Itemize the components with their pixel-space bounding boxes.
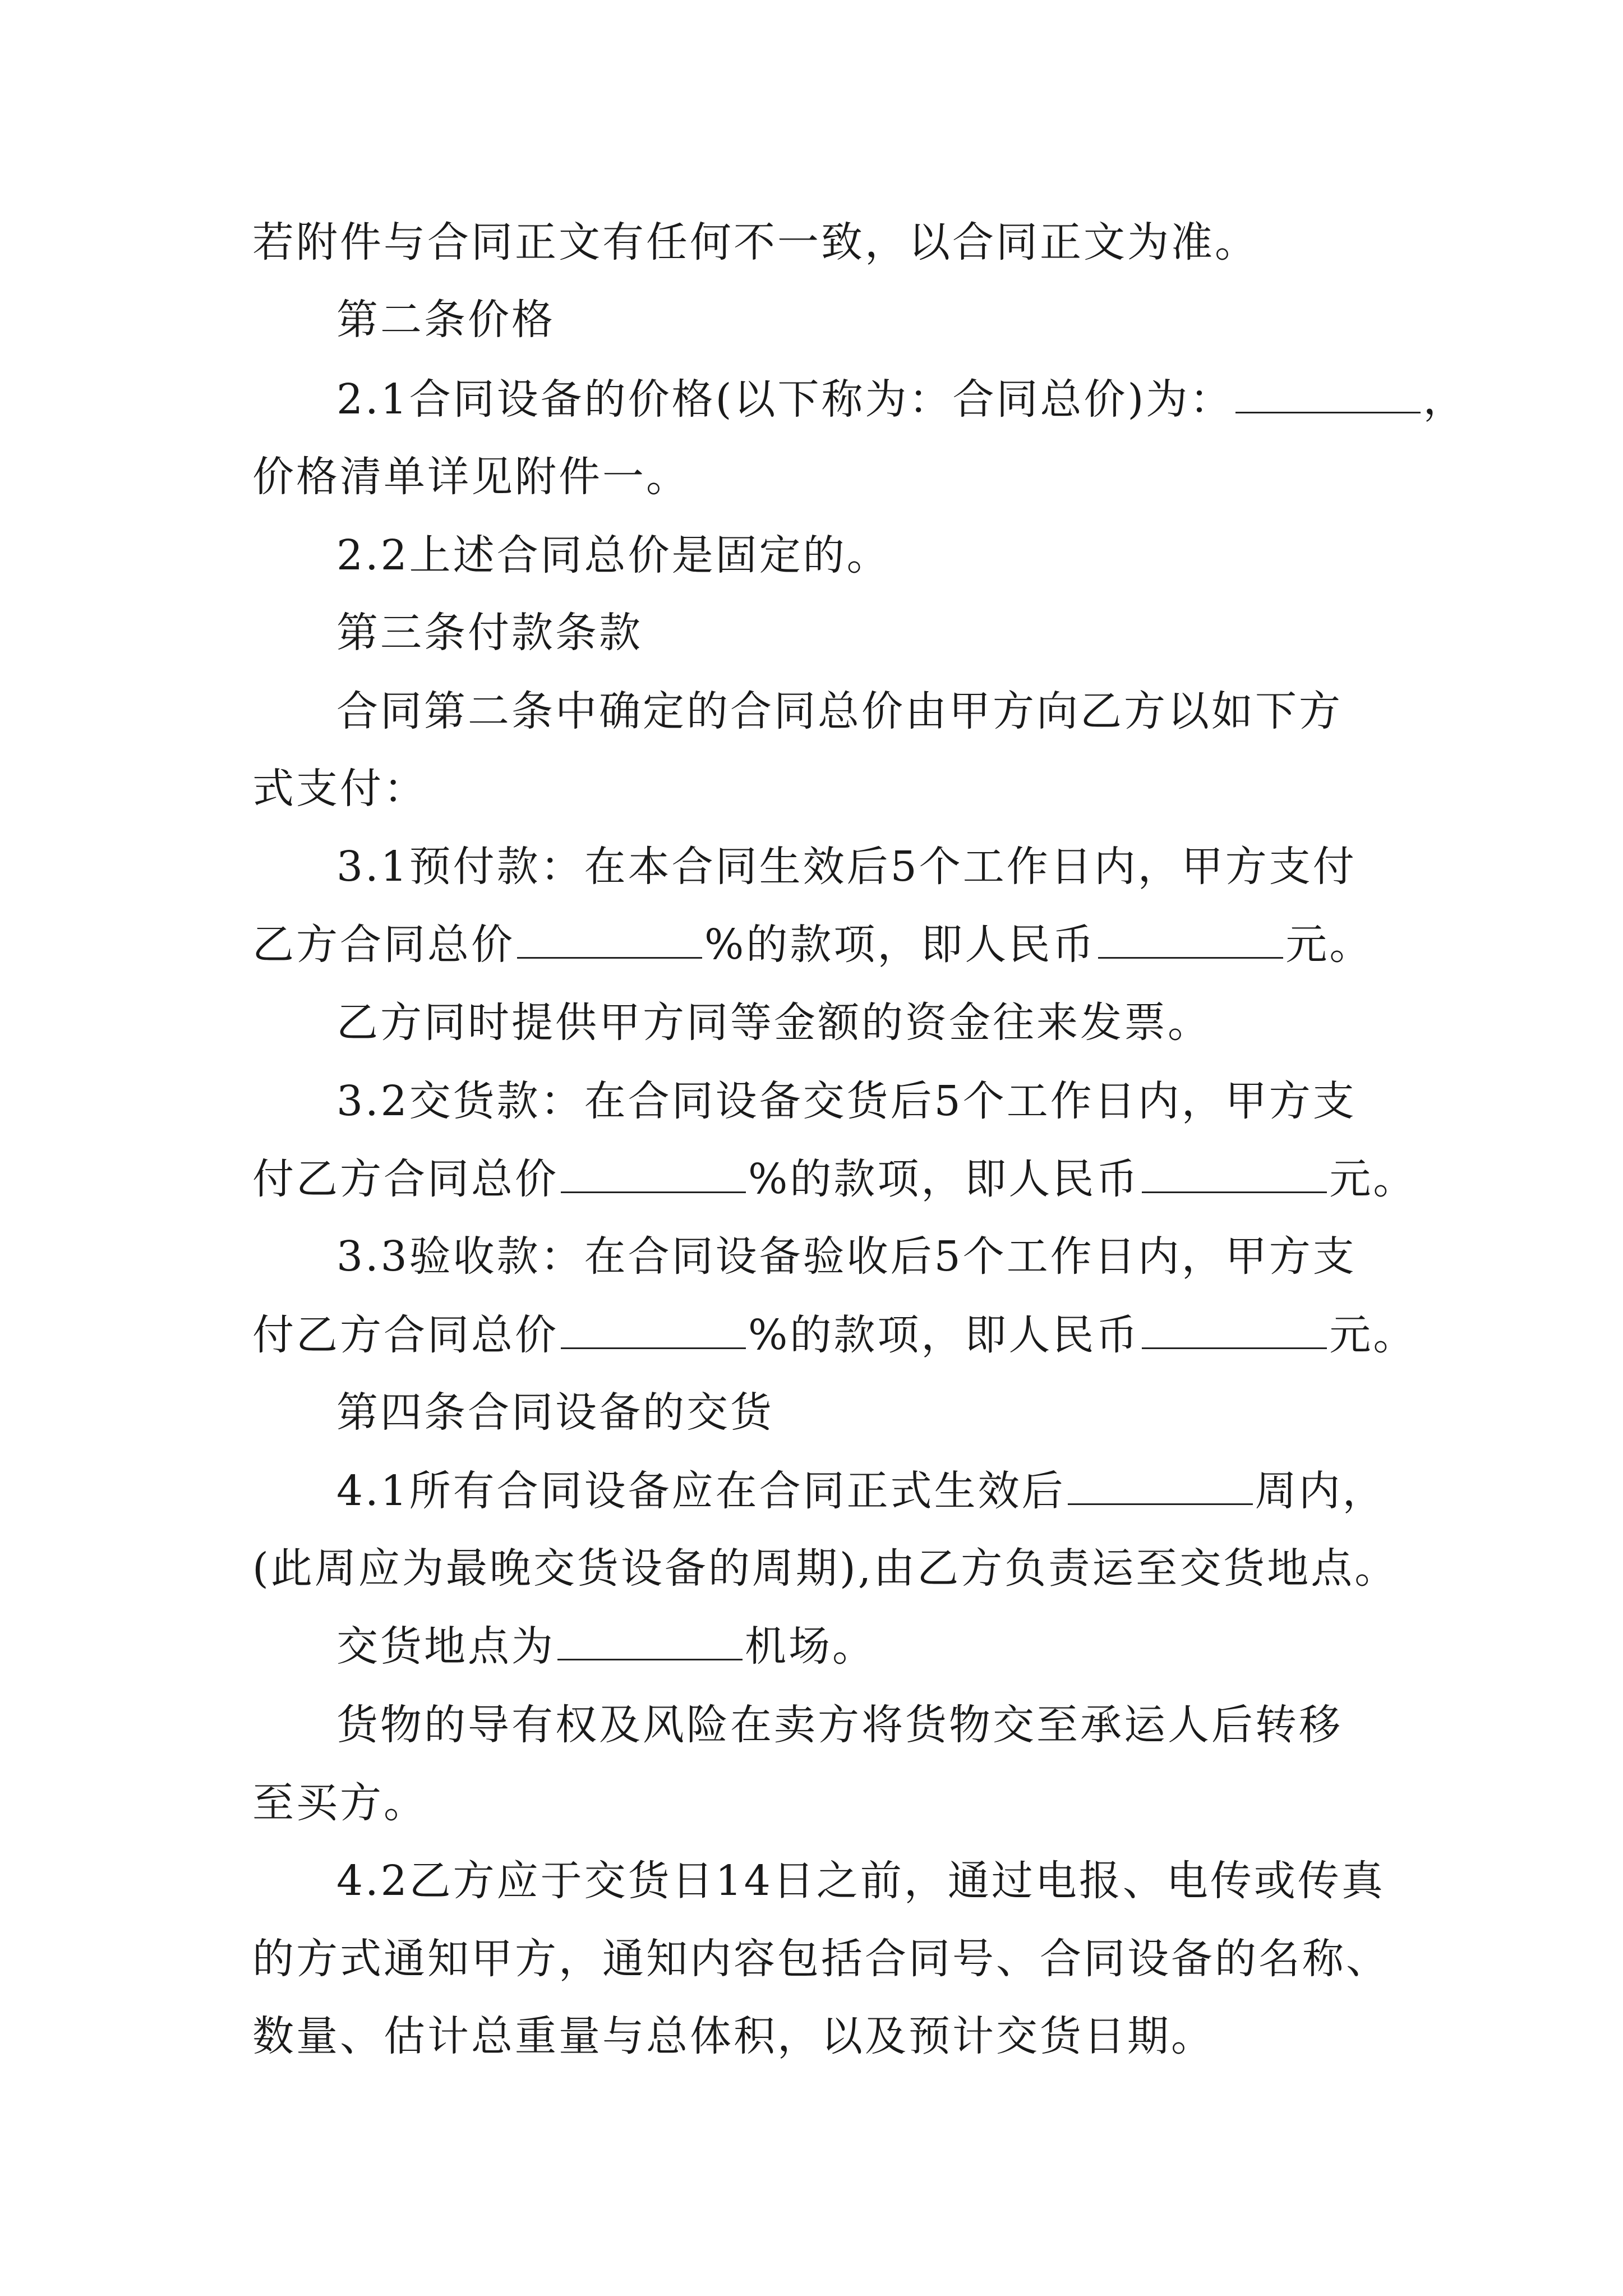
text-line: 式支付：: [252, 765, 427, 813]
text-segment: 乙方合同总价: [252, 921, 515, 969]
text-segment: 周内，: [1255, 1467, 1386, 1515]
text-line: [336, 1618, 876, 1674]
text-segment: 付乙方合同总价: [252, 1311, 559, 1359]
delivery-amount-blank: [1142, 1158, 1327, 1193]
contract-total-blank: [1235, 378, 1421, 413]
text-line: 3.2交货款：在合同设备交货后5个工作日内，甲方支: [336, 1077, 1357, 1125]
text-line: 价格清单详见附件一。: [252, 453, 690, 501]
text-line: 合同第二条中确定的合同总价由甲方向乙方以如下方: [336, 687, 1343, 735]
text-line: 若附件与合同正文有任何不一致，以合同正文为准。: [252, 218, 1258, 266]
clause-2-1-text: 2.1合同设备的价格(以下称为：合同总价)为：: [336, 375, 1234, 424]
text-line: 数量、估计总重量与总体积，以及预计交货日期。: [252, 2012, 1215, 2060]
text-line: (此周应为最晚交货设备的周期),由乙方负责运至交货地点。: [252, 1544, 1399, 1593]
text-line: 3.1预付款：在本合同生效后5个工作日内，甲方支付: [336, 843, 1357, 891]
prepay-percent-blank: [517, 923, 702, 959]
text-segment: 付乙方合同总价: [252, 1155, 559, 1203]
text-segment: %的款项，即人民币: [748, 1311, 1140, 1359]
text-segment: %的款项，即人民币: [704, 921, 1096, 969]
text-line: [252, 1307, 1417, 1363]
section-heading-delivery: 第四条合同设备的交货: [336, 1388, 774, 1437]
text-line: [336, 371, 1467, 427]
text-line: [336, 1463, 1386, 1519]
text-segment: 元。: [1329, 1311, 1417, 1359]
prepay-amount-blank: [1098, 923, 1283, 959]
acceptance-percent-blank: [561, 1314, 746, 1349]
text-line: 至买方。: [252, 1779, 427, 1827]
text-segment: 4.1所有合同设备应在合同正式生效后: [336, 1467, 1066, 1515]
text-segment: 元。: [1285, 921, 1373, 969]
text-line: 4.2乙方应于交货日14日之前，通过电报、电传或传真: [336, 1857, 1385, 1905]
text-line: 货物的导有权及风险在卖方将货物交至承运人后转移: [336, 1701, 1343, 1749]
delivery-weeks-blank: [1068, 1470, 1253, 1505]
delivery-place-blank: [557, 1625, 743, 1660]
text-segment: %的款项，即人民币: [748, 1155, 1140, 1203]
delivery-percent-blank: [561, 1158, 746, 1193]
text-segment: 交货地点为: [336, 1622, 555, 1671]
section-heading-price: 第二条价格: [336, 296, 555, 344]
text-segment: 机场。: [745, 1622, 876, 1671]
punctuation: ，: [1423, 375, 1467, 424]
section-heading-payment: 第三条付款条款: [336, 609, 643, 657]
text-line: 的方式通知甲方，通知内容包括合同号、合同设备的名称、: [252, 1935, 1390, 1983]
text-line: [252, 1151, 1417, 1207]
acceptance-amount-blank: [1142, 1314, 1327, 1349]
text-line: 2.2上述合同总价是固定的。: [336, 531, 891, 579]
text-line: [252, 917, 1373, 973]
text-line: 3.3验收款：在合同设备验收后5个工作日内，甲方支: [336, 1232, 1357, 1281]
text-segment: 元。: [1329, 1155, 1417, 1203]
text-line: 乙方同时提供甲方同等金额的资金往来发票。: [336, 999, 1211, 1047]
